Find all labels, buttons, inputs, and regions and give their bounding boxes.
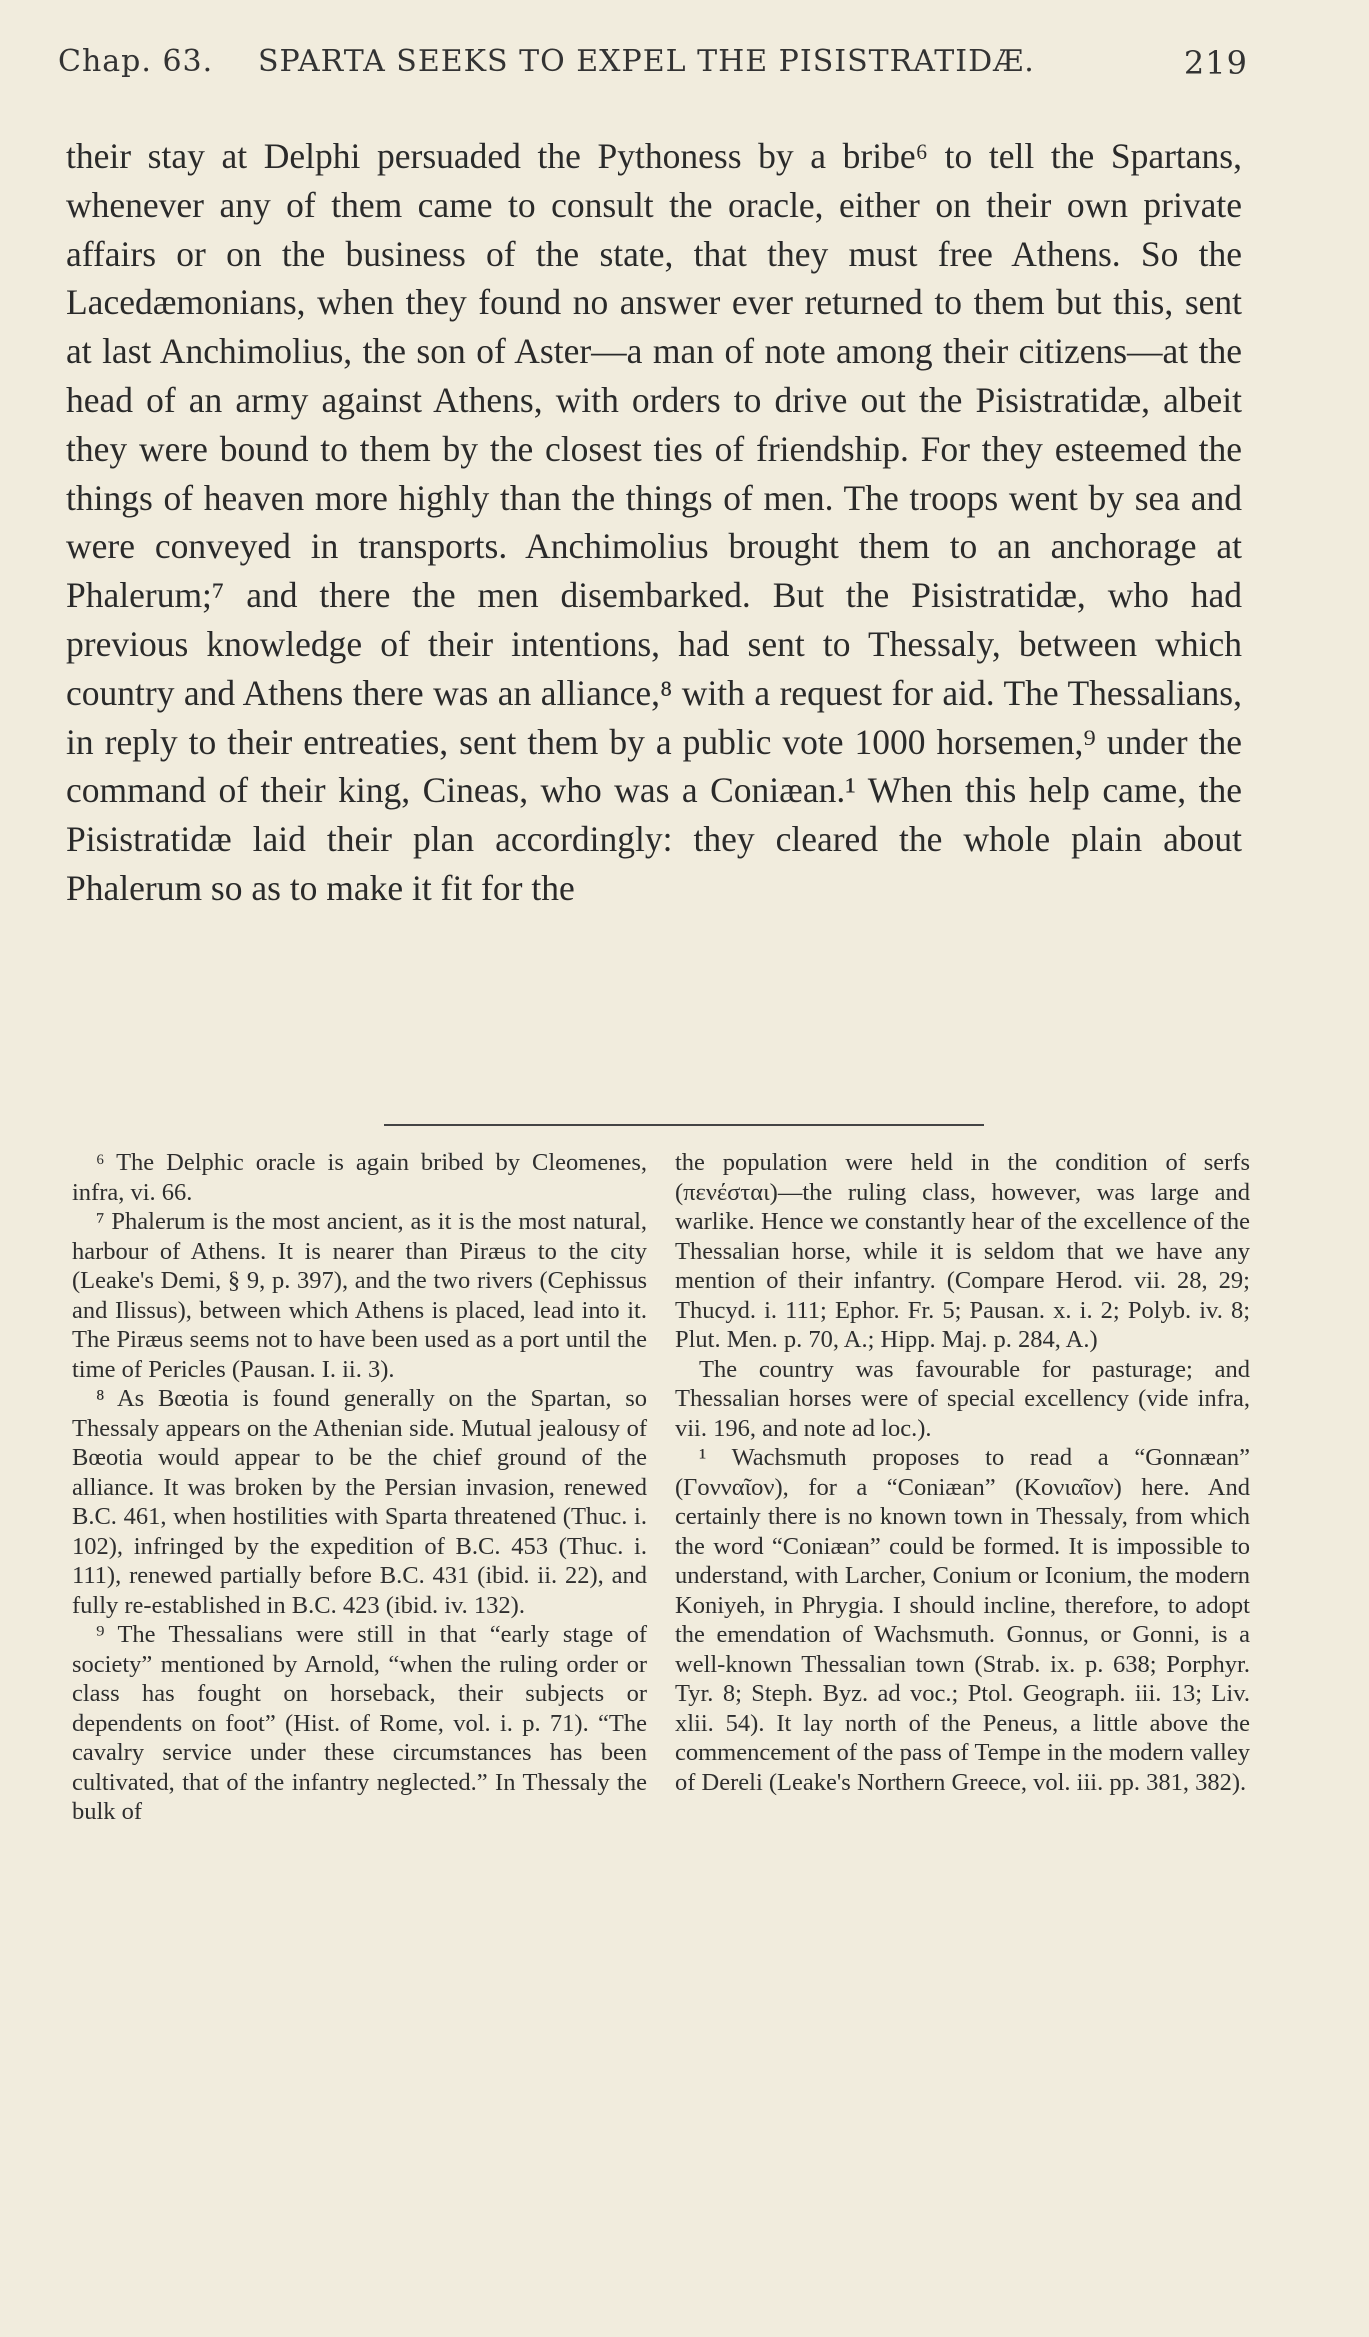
footnote-1: ¹ Wachsmuth proposes to read a “Gonnæan” (Γονναῖον), for a “Coniæan” (Κονιαῖον) here. And certainly there is no known town in Thessaly, from which the word “Coniæan” could be formed. It is impossible to understand, with Larcher, Conium or Iconium, the modern Koniyeh, in Phrygia. I should incline, therefore, to adopt the emendation of Wachsmuth. Gonnus, or Gonni, is a well-known Thessalian town (Strab. ix. p. 638; Porphyr. Tyr. 8; Steph. Byz. ad voc.; Ptol. Geograph. iii. 13; Liv. xlii. 54). It lay north of the Peneus, a little above the commencement of the pass of Tempe in the modern valley of Dereli (Leake's Northern Greece, vol. iii. pp. 381, 382). xyxy=(675,1444,1250,1796)
footnotes-right-column xyxy=(675,1148,1250,1797)
running-title: SPARTA SEEKS TO EXPEL THE PISISTRATIDÆ. xyxy=(258,44,1035,79)
page-number: 219 xyxy=(1183,44,1248,82)
main-paragraph: their stay at Delphi persuaded the Pythoness by a bribe⁶ to tell the Spartans, whenever any of them came to consult the oracle, either on their own private affairs or on the business of the state, that they must free Athens. So the Lacedæmonians, when they found no answer ever returned to them but this, sent at last Anchimolius, the son of Aster—a man of note among their citizens—at the head of an army against Athens, with orders to drive out the Pisistratidæ, albeit they were bound to them by the closest ties of friendship. For they esteemed the things of heaven more highly than the things of men. The troops went by sea and were conveyed in transports. Anchimolius brought them to an anchorage at Phalerum;⁷ and there the men disembarked. But the Pisistratidæ, who had previous knowledge of their intentions, had sent to Thessaly, between which country and Athens there was an alliance,⁸ with a request for aid. The Thessalians, in reply to their entreaties, sent them by a public vote 1000 horsemen,⁹ under the command of their king, Cineas, who was a Coniæan.¹ When this help came, the Pisistratidæ laid their plan accordingly: they cleared the whole plain about Phalerum so as to make it fit for the xyxy=(66,136,1242,908)
footnote-7: ⁷ Phalerum is the most ancient, as it is the most natural, harbour of Athens. It is nearer than Piræus to the city (Leake's Demi, § 9, p. 397), and the two rivers (Cephissus and Ilissus), between which Athens is placed, lead into it. The Piræus seems not to have been used as a port until the time of Pericles (Pausan. I. ii. 3). xyxy=(72,1208,647,1383)
main-text xyxy=(66,132,1242,913)
footnote-6: ⁶ The Delphic oracle is again bribed by Cleomenes, infra, vi. 66. xyxy=(72,1149,647,1206)
footnotes-left-column xyxy=(72,1148,647,1827)
footnote-9-continued: the population were held in the condition of serfs (πενέσται)—the ruling class, however, was large and warlike. Hence we constantly hear of the excellence of the Thessalian horse, while it is seldom that we have any mention of their infantry. (Compare Herod. vii. 28, 29; Thucyd. i. 111; Ephor. Fr. 5; Pausan. x. i. 2; Polyb. iv. 8; Plut. Men. p. 70, A.; Hipp. Maj. p. 284, A.) xyxy=(675,1149,1250,1353)
footnote-divider xyxy=(384,1124,984,1126)
chapter-label: Chap. 63. xyxy=(58,44,214,79)
footnote-9: ⁹ The Thessalians were still in that “early stage of society” mentioned by Arnold, “when the ruling order or class has fought on horseback, their subjects or dependents on foot” (Hist. of Rome, vol. i. p. 71). “The cavalry service under these circumstances has been cultivated, that of the infantry neglected.” In Thessaly the bulk of xyxy=(72,1621,647,1825)
footnote-9-paragraph-2: The country was favourable for pasturage; and Thessalian horses were of special excellency (vide infra, vii. 196, and note ad loc.). xyxy=(675,1355,1250,1442)
footnote-8: ⁸ As Bœotia is found generally on the Spartan, so Thessaly appears on the Athenian side. Mutual jealousy of Bœotia would appear to be the chief ground of the alliance. It was broken by the Persian invasion, renewed B.C. 461, when hostilities with Sparta threatened (Thuc. i. 102), infringed by the expedition of B.C. 453 (Thuc. i. 111), renewed partially before B.C. 431 (ibid. ii. 22), and fully re-established in B.C. 423 (ibid. iv. 132). xyxy=(72,1385,647,1619)
running-header xyxy=(58,44,1248,94)
